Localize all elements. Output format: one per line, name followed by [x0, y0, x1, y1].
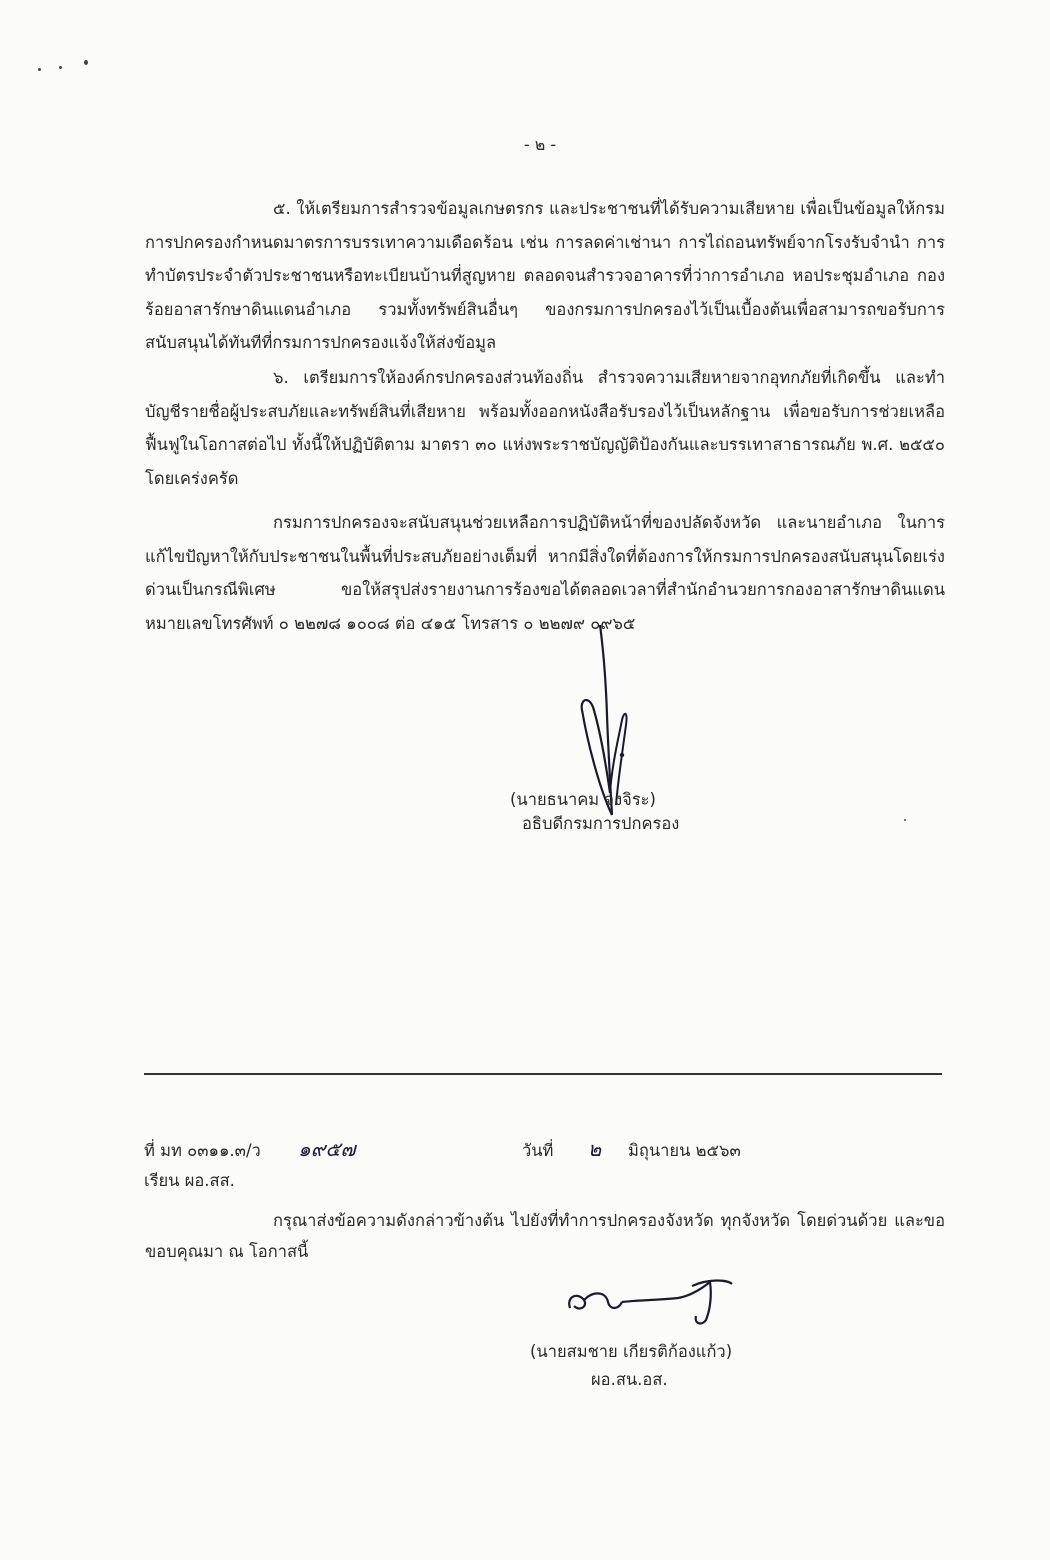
scan-speck [38, 68, 41, 71]
memo-signer-position: ผอ.สน.อส. [591, 1370, 668, 1389]
paragraph-text: ๖. เตรียมการให้องค์กรปกครองส่วนท้องถิ่น สำรวจความเสียหายจากอุทกภัยที่เกิดขึ้น และทำบัญชีรายชื่อผู้ประสบภัยและทรัพย์สินที่เสียหาย พร้อมทั้งออกหนังสือรับรองไว้เป็นหลักฐาน เพื่อขอรับการช่วยเหลือฟื้นฟูในโอกาสต่อไป ทั้งนี้ให้ปฏิบัติตาม มาตรา ๓๐ แห่งพระราชบัญญัติป้องกันและบรรเทาสาธารณภัย พ.ศ. ๒๕๕๐ โดยเคร่งครัด [145, 368, 945, 488]
director-name: (นายธนาคม จงจิระ) [510, 790, 656, 809]
memo-ref-label: ที่ มท ๐๓๑๑.๓/ว [144, 1141, 261, 1160]
paragraph-item-6 [145, 361, 945, 495]
director-position: อธิบดีกรมการปกครอง [522, 814, 680, 833]
scan-speck [904, 819, 906, 821]
memo-date-day: ๒ [588, 1137, 602, 1161]
memo-body-text: กรุณาส่งข้อความดังกล่าวข้างต้น ไปยังที่ทำการปกครองจังหวัด ทุกจังหวัด โดยด่วนด้วย และขอขอบคุณมา ณ โอกาสนี้ [145, 1211, 945, 1261]
scan-speck [59, 66, 62, 69]
divider-line [144, 1073, 942, 1075]
memo-signer-signature [560, 1270, 760, 1330]
paragraph-text: ๕. ให้เตรียมการสำรวจข้อมูลเกษตรกร และประชาชนที่ได้รับความเสียหาย เพื่อเป็นข้อมูลให้กรมการปกครองกำหนดมาตรการบรรเทาความเดือดร้อน เช่น การลดค่าเช่านา การไถ่ถอนทรัพย์จากโรงรับจำนำ การทำบัตรประจำตัวประชาชนหรือทะเบียนบ้านที่สูญหาย ตลอดจนสำรวจอาคารที่ว่าการอำเภอ หอประชุมอำเภอ กองร้อยอาสารักษาดินแดนอำเภอ รวมทั้งทรัพย์สินอื่นๆ ของกรมการปกครองไว้เป็นเบื้องต้นเพื่อสามารถขอรับการสนับสนุนได้ทันทีที่กรมการปกครองแจ้งให้ส่งข้อมูล [145, 199, 945, 352]
paragraph-item-5 [145, 192, 945, 360]
memo-date-label: วันที่ [522, 1141, 554, 1160]
memo-body [145, 1205, 945, 1267]
memo-date-month-year: มิถุนายน ๒๕๖๓ [628, 1141, 741, 1160]
memo-ref-number: ๑๙๕๗ [298, 1137, 356, 1161]
memo-signer-name: (นายสมชาย เกียรติก้องแก้ว) [530, 1342, 733, 1361]
paragraph-text: กรมการปกครองจะสนับสนุนช่วยเหลือการปฏิบัติหน้าที่ของปลัดจังหวัด และนายอำเภอ ในการแก้ไขปัญหาให้กับประชาชนในพื้นที่ประสบภัยอย่างเต็มที่ หากมีสิ่งใดที่ต้องการให้กรมการปกครองสนับสนุนโดยเร่งด่วนเป็นกรณีพิเศษ ขอให้สรุปส่งรายงานการร้องขอได้ตลอดเวลาที่สำนักอำนวยการกองอาสารักษาดินแดน หมายเลขโทรศัพท์ ๐ ๒๒๗๘ ๑๐๐๘ ต่อ ๔๑๕ โทรสาร ๐ ๒๒๗๙ ๐๙๖๕ [145, 513, 945, 633]
scan-speck [84, 60, 88, 65]
paragraph-closing [145, 506, 945, 640]
memo-recipient: เรียน ผอ.สส. [144, 1171, 235, 1190]
page-number: - ๒ - [523, 135, 557, 154]
